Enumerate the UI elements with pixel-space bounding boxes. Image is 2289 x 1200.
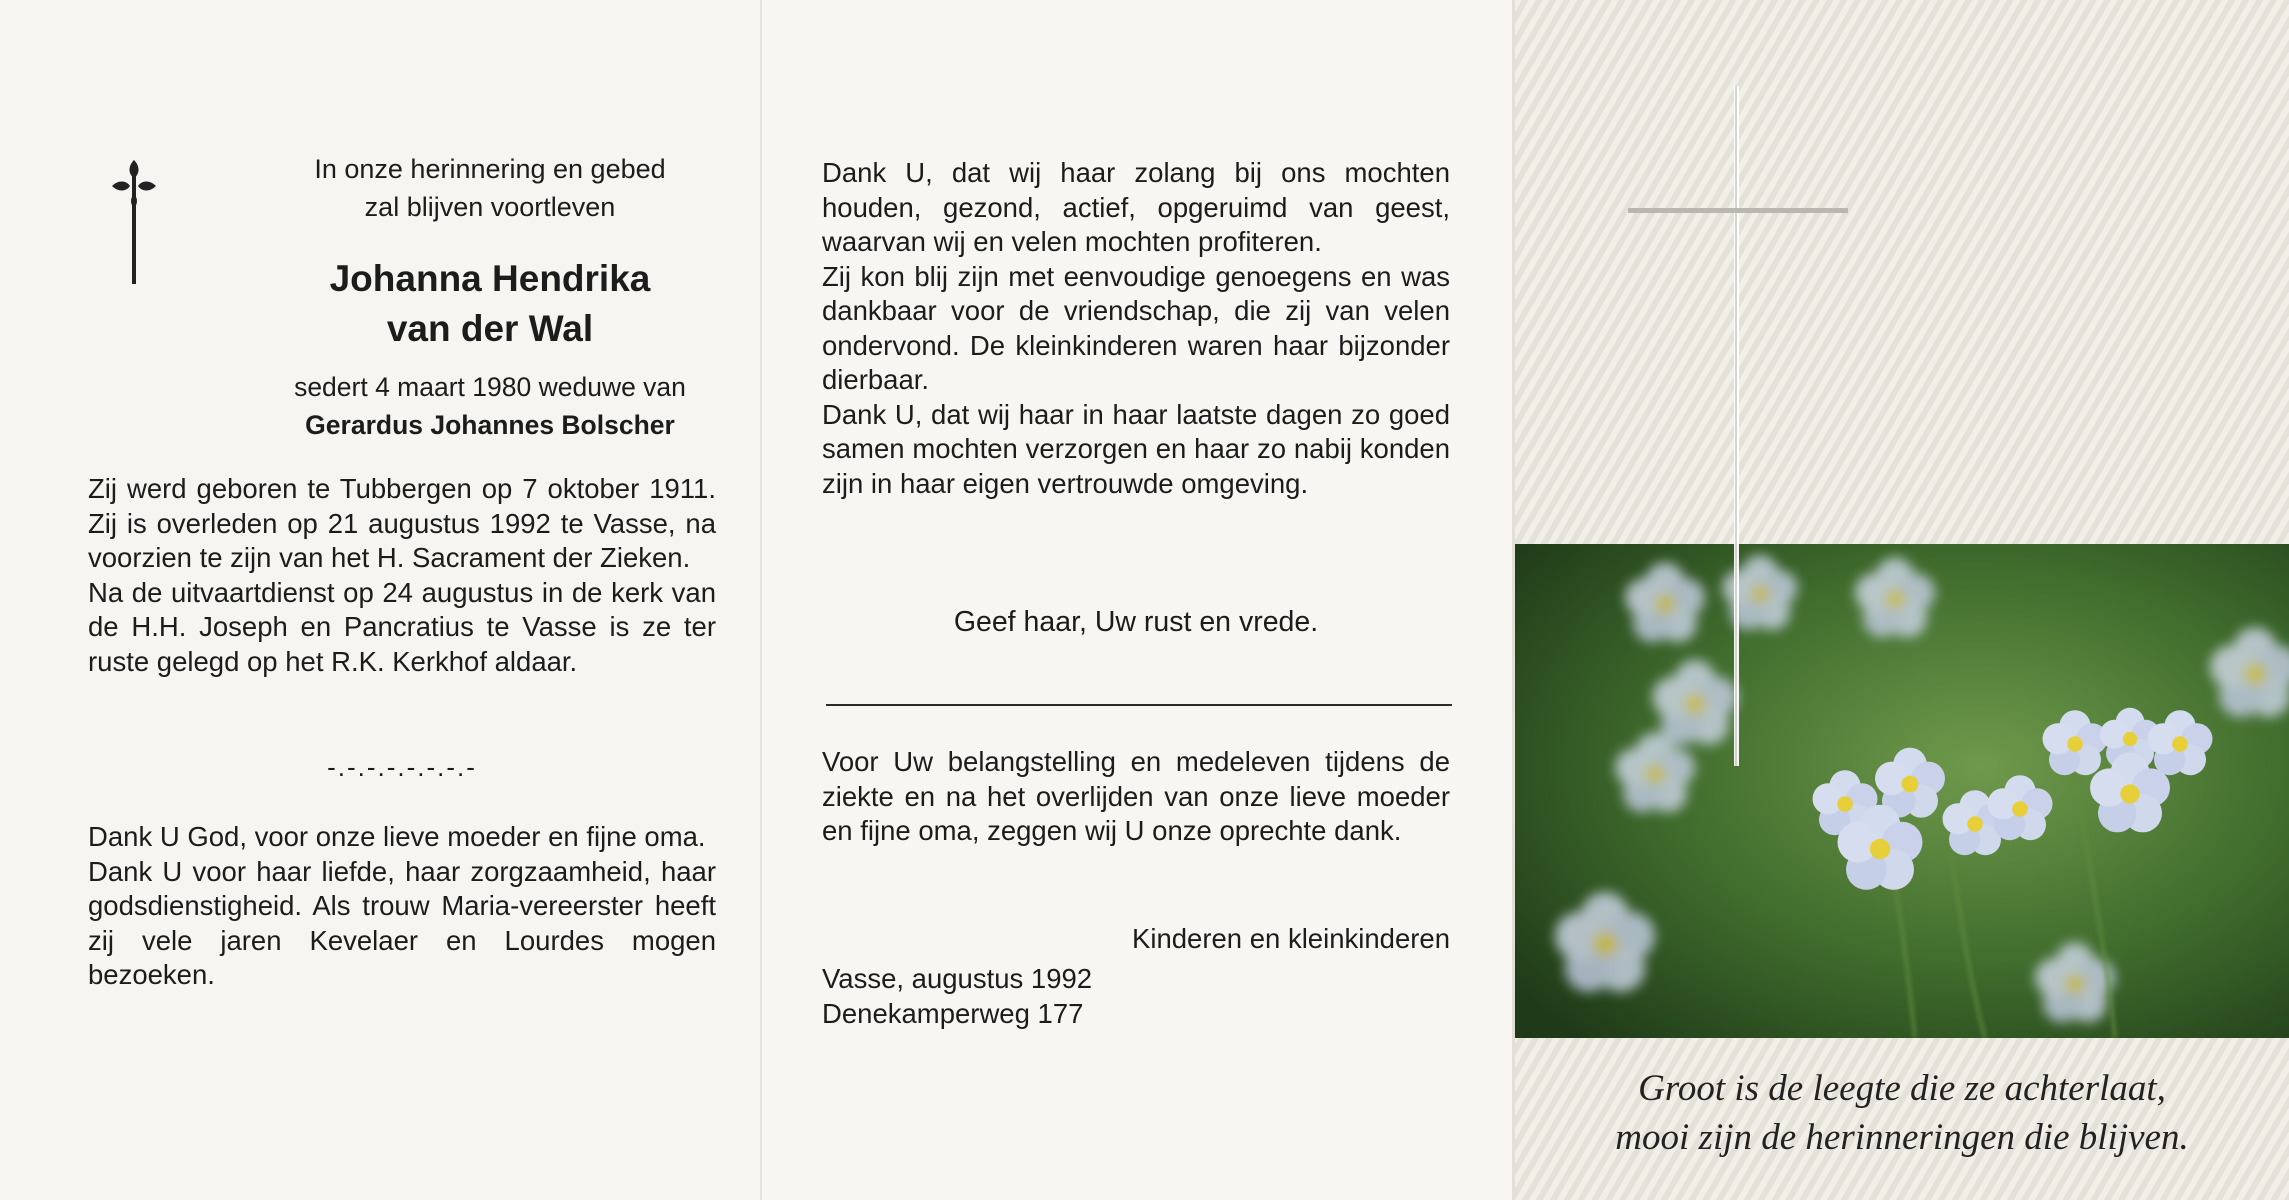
sympathy-thanks: Voor Uw belangstelling en medeleven tijdens de ziekte en na het overlijden van onze lieve moeder en fijne oma, zeggen wij U onze oprechte dank. (822, 746, 1450, 846)
thanks-paragraph-1: Dank U God, voor onze lieve moeder en fijne oma. (88, 821, 706, 852)
quote-line-1: Groot is de leegte die ze achterlaat, (1638, 1068, 2166, 1109)
family-signature: Kinderen en kleinkinderen (1132, 923, 1450, 954)
widow-info (250, 368, 730, 444)
name-line-2: van der Wal (386, 308, 594, 349)
spouse-name: Gerardus Johannes Bolscher (305, 410, 675, 440)
thanks-text-left (88, 820, 716, 993)
rest-blessing: Geef haar, Uw rust en vrede. (953, 606, 1319, 638)
thanks-paragraph-4: Zij kon blij zijn met eenvoudige genoegens en was dankbaar voor de vriendschap, die zij van velen ondervond. De kleinkinderen waren haar bijzonder dierbaar. (822, 260, 1450, 395)
biography-paragraph-2: Na de uitvaartdienst op 24 augustus in de kerk van de H.H. Joseph en Pancratius te Vasse is ze ter ruste gelegd op het R.K. Kerkhof aldaar. (88, 576, 716, 677)
place-date: Vasse, augustus 1992 (822, 963, 1093, 994)
memorial-quote (1515, 1064, 2289, 1162)
thanks-paragraph-2: Dank U voor haar liefde, haar zorgzaamheid, haar godsdienstigheid. Als trouw Maria-vereerster heeft zij vele jaren Kevelaer en Lourdes mogen bezoeken. (88, 855, 716, 990)
deceased-name (270, 254, 710, 354)
cross-icon (1628, 86, 1848, 766)
cross-icon (110, 158, 158, 286)
memorial-line-1: In onze herinnering en gebed (314, 154, 666, 184)
biography (88, 472, 716, 679)
place-and-address (822, 962, 1450, 1031)
biography-paragraph-1: Zij werd geboren te Tubbergen op 7 oktober 1911. Zij is overleden op 21 augustus 1992 te Vasse, na voorzien te zijn van het H. Sacrament der Zieken. (88, 473, 716, 573)
text-separator: -.-.-.-.-.-.-.- (327, 752, 477, 782)
memorial-line-2: zal blijven voortleven (364, 192, 616, 222)
thanks-text-middle (822, 156, 1450, 501)
left-panel (0, 0, 760, 1200)
name-line-1: Johanna Hendrika (329, 258, 651, 299)
thanks-paragraph-5: Dank U, dat wij haar in haar laatste dagen zo goed samen mochten verzorgen en haar zo nabij konden zijn in haar eigen vertrouwde omgeving. (822, 398, 1450, 499)
quote-line-2: mooi zijn de herinneringen die blijven. (1615, 1117, 2189, 1158)
widow-line: sedert 4 maart 1980 weduwe van (294, 372, 686, 402)
divider-line (826, 704, 1452, 706)
memorial-heading (270, 150, 710, 226)
thanks-paragraph-3: Dank U, dat wij haar zolang bij ons mochten houden, gezond, actief, opgeruimd van geest, waarvan wij en velen mochten profiteren. (822, 157, 1450, 257)
address: Denekamperweg 177 (822, 997, 1084, 1029)
